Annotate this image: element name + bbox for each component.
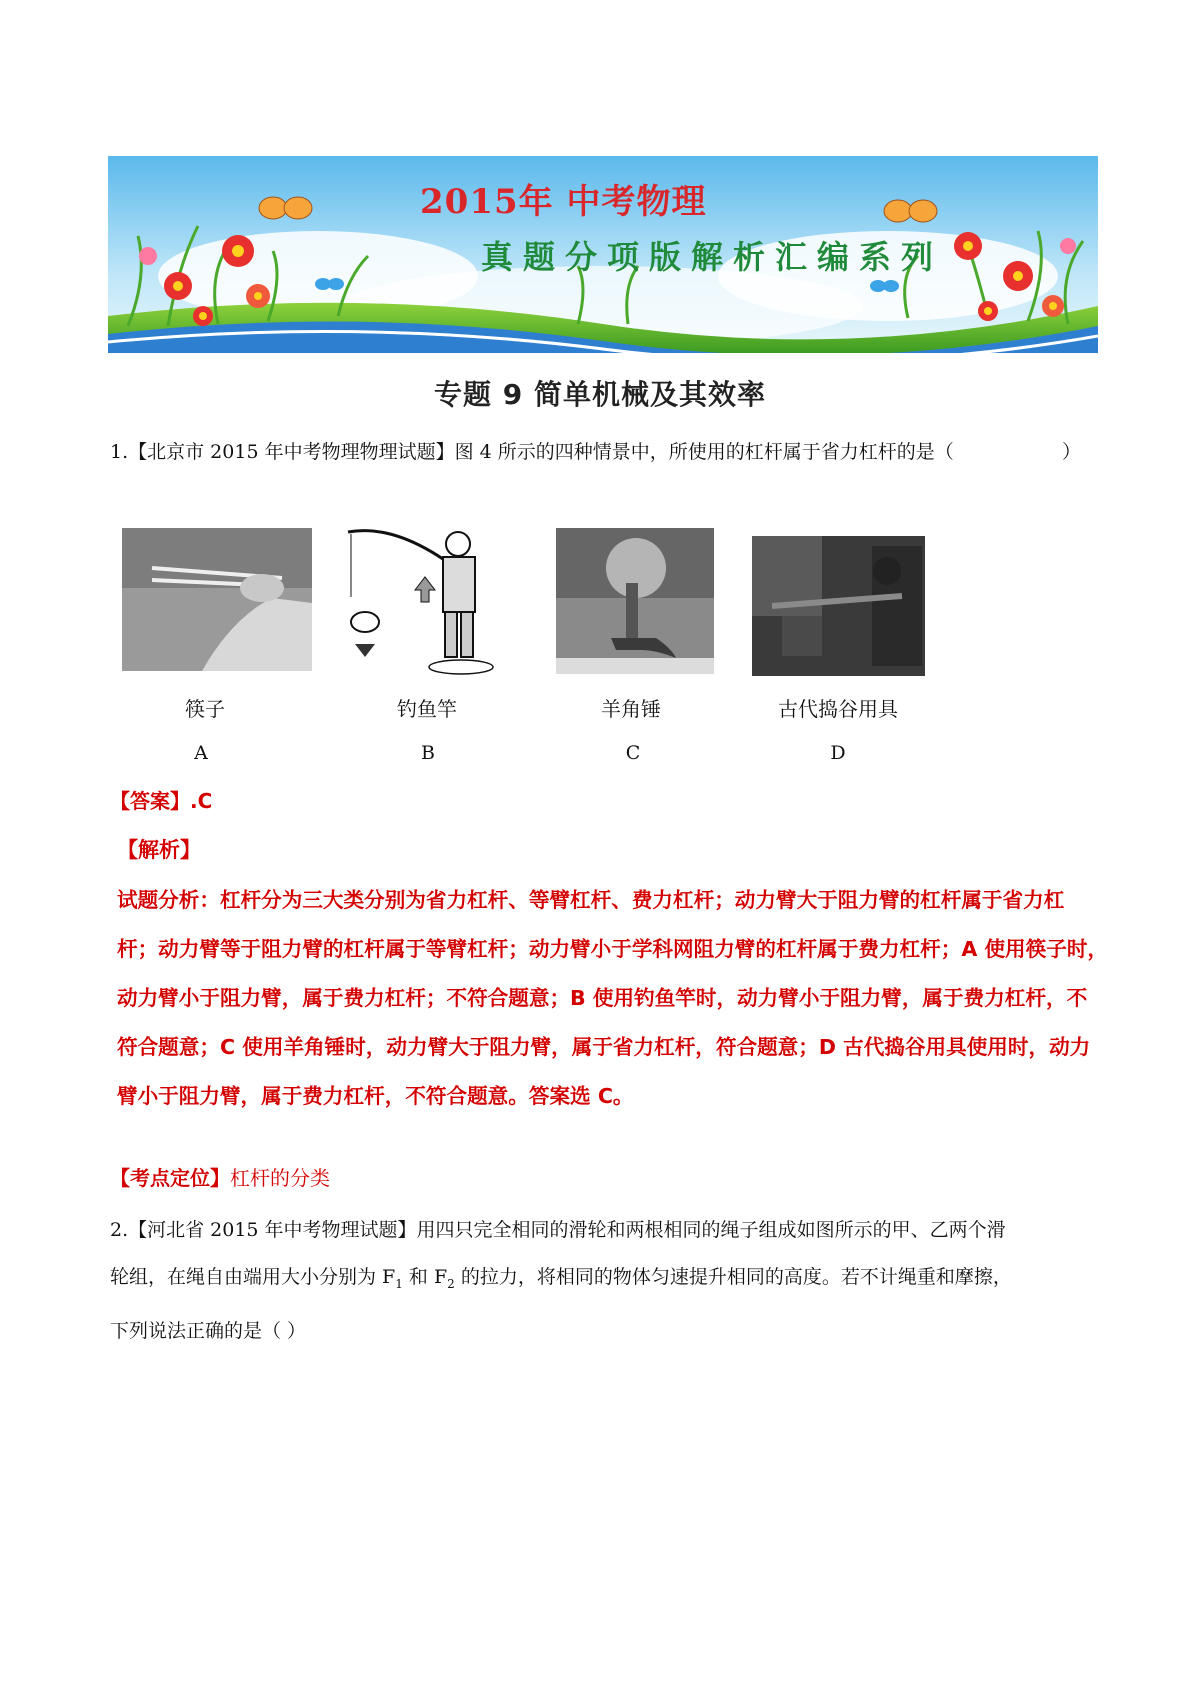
option-d-caption: 古代捣谷用具 bbox=[778, 697, 898, 721]
question-2-line bbox=[110, 1254, 1102, 1308]
subscript: 2 bbox=[447, 1276, 455, 1291]
option-c-letter: C bbox=[625, 742, 641, 764]
question-2-text: 轮组，在绳自由端用大小分别为 F bbox=[110, 1266, 396, 1288]
answer-blank-close: ） bbox=[1062, 441, 1082, 463]
analysis-body bbox=[117, 876, 1109, 1121]
key-point bbox=[110, 1162, 330, 1191]
header-banner bbox=[108, 156, 1098, 353]
question-2-stem bbox=[110, 1207, 1102, 1355]
analysis-line: 符合题意；C 使用羊角锤时，动力臂大于阻力臂，属于省力杠杆，符合题意；D 古代捣谷用具使用时，动力 bbox=[117, 1035, 1091, 1059]
question-2-text: 和 F bbox=[402, 1266, 448, 1288]
key-point-label: 【考点定位】 bbox=[110, 1166, 230, 1190]
option-a-caption: 筷子 bbox=[185, 697, 225, 721]
option-d-letter: D bbox=[830, 742, 846, 764]
analysis-line: 臂小于阻力臂，属于费力杠杆，不符合题意。答案选 C。 bbox=[117, 1084, 634, 1108]
option-a-letter: A bbox=[194, 742, 208, 764]
figure-fishing-rod bbox=[343, 522, 503, 677]
figure-chopsticks bbox=[122, 528, 312, 671]
question-1-stem bbox=[110, 438, 1100, 466]
banner-subtitle: 真题分项版解析汇编系列 bbox=[481, 238, 944, 276]
figure-claw-hammer bbox=[556, 528, 714, 674]
option-b-caption: 钓鱼竿 bbox=[397, 697, 457, 721]
analysis-label: 【解析】 bbox=[117, 838, 201, 862]
answer-value: .C bbox=[190, 789, 213, 813]
figure-grain-pounder bbox=[752, 536, 925, 676]
question-number: 1. bbox=[110, 441, 129, 463]
question-2-line: 2.【河北省 2015 年中考物理试题】用四只完全相同的滑轮和两根相同的绳子组成如图所示的甲、乙两个滑 bbox=[110, 1219, 1006, 1241]
key-point-value: 杠杆的分类 bbox=[230, 1166, 330, 1190]
subscript: 1 bbox=[395, 1276, 403, 1291]
question-source: 【北京市 2015 年中考物理物理试题】 bbox=[128, 441, 455, 463]
question-2-line: 下列说法正确的是（ ） bbox=[110, 1319, 307, 1342]
analysis-line: 动力臂小于阻力臂，属于费力杠杆；不符合题意；B 使用钓鱼竿时，动力臂小于阻力臂，属于费力杠杆，不 bbox=[117, 986, 1088, 1010]
topic-title: 专题 9 简单机械及其效率 bbox=[434, 378, 766, 411]
option-b-letter: B bbox=[421, 742, 435, 764]
question-text: 图 4 所示的四种情景中，所使用的杠杆属于省力杠杆的是（ bbox=[454, 441, 954, 463]
answer bbox=[110, 785, 212, 814]
banner-title: 2015年 中考物理 bbox=[420, 182, 707, 222]
analysis-line: 杆；动力臂等于阻力臂的杠杆属于等臂杠杆；动力臂小于学科网阻力臂的杠杆属于费力杠杆；A 使用筷子时， bbox=[117, 937, 1109, 961]
question-2-text: 的拉力，将相同的物体匀速提升相同的高度。若不计绳重和摩擦， bbox=[454, 1266, 1012, 1288]
option-c-caption: 羊角锤 bbox=[601, 697, 661, 721]
answer-label: 【答案】 bbox=[110, 789, 190, 813]
analysis-line: 试题分析：杠杆分为三大类分别为省力杠杆、等臂杠杆、费力杠杆；动力臂大于阻力臂的杠杆属于省力杠 bbox=[117, 888, 1065, 912]
